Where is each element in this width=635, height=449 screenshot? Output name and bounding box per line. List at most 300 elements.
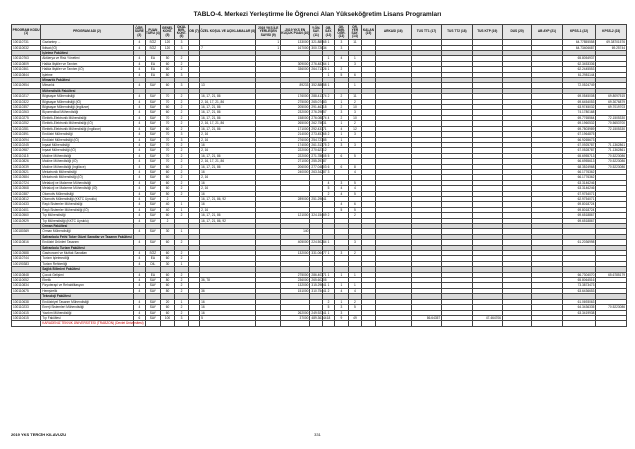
table-cell: SAY bbox=[146, 169, 161, 174]
program-name-cell: Teknoloji Fakültesi bbox=[41, 294, 133, 299]
table-cell: 240000 bbox=[281, 169, 310, 174]
table-cell: 4 bbox=[348, 288, 362, 293]
table-cell: 6 bbox=[322, 164, 334, 169]
program-name-cell: İşletme Fakültesi bbox=[41, 51, 133, 56]
program-code-cell: 100110844 bbox=[12, 72, 41, 77]
column-header: OB (7) bbox=[188, 25, 199, 40]
table-cell: 16, 17, 21, 86 bbox=[200, 110, 256, 115]
table-cell: 4 bbox=[348, 186, 362, 191]
table-cell: 158000 bbox=[281, 115, 310, 120]
program-code-cell: 100110052 bbox=[12, 278, 41, 283]
table-cell: 1 bbox=[322, 251, 334, 256]
program-code-cell: 100110415 bbox=[12, 310, 41, 315]
table-cell: 309000 bbox=[281, 61, 310, 66]
table-cell: 2 bbox=[348, 99, 362, 104]
table-cell: SAY bbox=[146, 218, 161, 223]
program-code-cell: 100110731 bbox=[12, 40, 41, 45]
table-cell: 66.6955613 bbox=[562, 159, 596, 164]
program-code-cell: 100110252 bbox=[12, 121, 41, 126]
page-title: TABLO-4. Merkezi Yerleştirme İle Öğrenci Alan Yükseköğretim Lisans Programları bbox=[193, 11, 442, 18]
table-cell bbox=[472, 321, 502, 326]
program-name-cell: Otomotiv Mühendisliği bbox=[41, 191, 133, 196]
table-cell: SAY bbox=[146, 153, 161, 158]
program-name-cell: Tıp Mühendisliği (KKTC Uyruklu) bbox=[41, 218, 133, 223]
program-name-cell: Metalurji ve Malzeme Mühendisliği (İÖ) bbox=[41, 186, 133, 191]
table-cell: 4 bbox=[133, 153, 145, 158]
program-name-cell: Endüstri Mühendisliği (İÖ) bbox=[41, 137, 133, 142]
table-cell: 73.3873473 bbox=[562, 283, 596, 288]
table-cell: 16 bbox=[200, 142, 256, 147]
program-name-cell: Turizm Rehberliği bbox=[41, 261, 133, 266]
table-cell: SAY bbox=[146, 278, 161, 283]
table-cell: 4 bbox=[133, 121, 145, 126]
table-cell: 69.7765564 bbox=[562, 115, 596, 120]
table-cell: 251.29641 bbox=[311, 196, 327, 201]
table-cell: 70.5223086 bbox=[596, 159, 627, 164]
program-name-cell: Gastronomi ve Mutfak Sanatları bbox=[41, 251, 133, 256]
table-cell: 30 bbox=[160, 229, 175, 234]
program-name-cell: Bilgisayar Mühendisliği (İÖ) bbox=[41, 99, 133, 104]
table-cell: 60 bbox=[160, 186, 175, 191]
table-cell: EA bbox=[146, 256, 161, 261]
table-cell: 2 bbox=[175, 175, 189, 180]
column-header: OKUL BİRİ. KONT. (6) bbox=[176, 24, 187, 39]
table-cell: 16 bbox=[200, 310, 256, 315]
table-cell: 72.0524749 bbox=[562, 83, 596, 88]
table-cell: 60 bbox=[160, 83, 175, 88]
table-cell: 66.7304070 bbox=[562, 272, 596, 277]
program-name-cell: Halkla İlişkiler ve Tanıtım bbox=[41, 61, 133, 66]
program-name-cell: Otomotiv Mühendisliği (KKTC Uyruklu) bbox=[41, 196, 133, 201]
table-cell: 224.50284 bbox=[311, 240, 327, 245]
table-cell: SAY bbox=[146, 196, 161, 201]
table-cell: 70.5223086 bbox=[596, 153, 627, 158]
table-cell: 2 bbox=[160, 218, 175, 223]
program-code-cell: 100110217 bbox=[12, 94, 41, 99]
table-cell: 2 bbox=[175, 169, 189, 174]
table-cell: 321.88565 bbox=[311, 40, 327, 45]
program-code-cell: 100110032 bbox=[12, 45, 41, 50]
table-cell: 4 bbox=[133, 175, 145, 180]
footer-guide-title: 2019 YKS TERCİH KILAVUZU bbox=[11, 432, 67, 437]
table-cell: 1 bbox=[335, 121, 349, 126]
table-cell: 2 bbox=[175, 159, 189, 164]
table-cell: SÖZ bbox=[146, 40, 161, 45]
table-cell: 3 bbox=[348, 142, 362, 147]
program-code-cell: 100110826 bbox=[12, 159, 41, 164]
table-cell: 4 bbox=[133, 310, 145, 315]
table-cell: 2 bbox=[348, 213, 362, 218]
table-cell: 222000 bbox=[281, 148, 310, 153]
program-name-cell: Mühendislik Fakültesi bbox=[41, 88, 133, 93]
table-cell: 60 bbox=[160, 240, 175, 245]
table-cell: 67.0925787 bbox=[562, 142, 596, 147]
table-cell: 4 bbox=[133, 191, 145, 196]
table-cell: 50 bbox=[160, 56, 175, 61]
table-cell: 2 bbox=[175, 153, 189, 158]
program-name-cell: Raylı Sistemler Mühendisliği (İÖ) bbox=[41, 207, 133, 212]
table-cell: 4 bbox=[335, 186, 349, 191]
table-cell: 6 bbox=[335, 164, 349, 169]
table-cell: 315.29641 bbox=[311, 283, 327, 288]
table-cell: 4 bbox=[133, 229, 145, 234]
table-cell: 4 bbox=[133, 164, 145, 169]
table-cell: 276.48764 bbox=[311, 61, 327, 66]
table-cell: 63.3146246 bbox=[562, 180, 596, 185]
table-cell: SAY bbox=[146, 191, 161, 196]
table-cell: 2, 16 bbox=[200, 175, 256, 180]
program-table-wrapper bbox=[11, 24, 627, 327]
program-name-cell: Elektrik-Elektronik Mühendisliği (İÖ) bbox=[41, 121, 133, 126]
table-cell: 4 bbox=[133, 305, 145, 310]
program-code-cell: 100110584 bbox=[12, 175, 41, 180]
program-table bbox=[11, 24, 627, 327]
table-cell: 63.6436653 bbox=[562, 288, 596, 293]
table-cell: 69.8097515 bbox=[596, 94, 627, 99]
table-cell: 20 bbox=[160, 299, 175, 304]
table-cell: 4 bbox=[133, 207, 145, 212]
table-cell: 265000 bbox=[281, 121, 310, 126]
table-cell: 4 bbox=[133, 94, 145, 99]
table-cell: 8 bbox=[348, 164, 362, 169]
table-cell: 60 bbox=[160, 126, 175, 131]
table-cell: 47.464706 bbox=[472, 315, 502, 320]
table-cell: 9 bbox=[335, 315, 349, 320]
table-cell: 275000 bbox=[281, 99, 310, 104]
table-cell: 69.8018724 bbox=[562, 207, 596, 212]
table-cell bbox=[562, 321, 596, 326]
program-code-cell: 100110245 bbox=[12, 142, 41, 147]
table-cell: 65.6785179 bbox=[596, 272, 627, 277]
table-cell: 1 bbox=[322, 56, 334, 61]
table-cell: 65.8054937 bbox=[562, 56, 596, 61]
table-cell: 222000 bbox=[281, 153, 310, 158]
table-cell: 65.8064516 bbox=[562, 278, 596, 283]
table-cell: 2 bbox=[322, 288, 334, 293]
table-cell: SAY bbox=[146, 159, 161, 164]
table-cell: 70 bbox=[160, 94, 175, 99]
program-name-cell: Sağlık Bilimleri Fakültesi bbox=[41, 267, 133, 272]
program-code-cell: 100110638 bbox=[12, 299, 41, 304]
table-cell: 2 bbox=[175, 213, 189, 218]
table-cell: 4 bbox=[133, 299, 145, 304]
table-cell: 66.1776362 bbox=[562, 169, 596, 174]
table-cell: 12 bbox=[348, 126, 362, 131]
program-code-cell: 100110848 bbox=[12, 272, 41, 277]
table-cell: 1 bbox=[322, 272, 334, 277]
table-cell: 69.7019703 bbox=[596, 105, 627, 110]
table-cell: 70 bbox=[160, 132, 175, 137]
table-cell: 2 bbox=[175, 283, 189, 288]
program-code-cell: 100110954 bbox=[12, 83, 41, 88]
table-cell: 2, 16, 17, 21, 86 bbox=[200, 121, 256, 126]
table-cell: 4 bbox=[133, 72, 145, 77]
table-cell: SAY bbox=[146, 175, 161, 180]
table-cell: SAY bbox=[146, 148, 161, 153]
table-cell: 3 bbox=[175, 83, 189, 88]
table-cell: 3 bbox=[335, 40, 349, 45]
table-cell: 3 bbox=[335, 142, 349, 147]
table-cell: 2 bbox=[175, 305, 189, 310]
table-cell: 264.71326 bbox=[311, 67, 327, 72]
program-name-cell: Safranbolu Fethi Toker Güzel Sanatlar ve Tasarım Fakültesi bbox=[42, 234, 132, 239]
table-cell: 1 bbox=[175, 202, 189, 207]
table-cell: 40 bbox=[160, 207, 175, 212]
table-cell: 2 bbox=[175, 272, 189, 277]
table-cell: 63.3419938 bbox=[562, 310, 596, 315]
table-cell: 60 bbox=[160, 169, 175, 174]
table-cell: 4 bbox=[133, 169, 145, 174]
table-cell: 3 bbox=[175, 137, 189, 142]
table-cell: 255.29187 bbox=[311, 159, 327, 164]
table-cell: 4 bbox=[133, 202, 145, 207]
table-cell: 1 bbox=[335, 272, 349, 277]
table-cell: 16 bbox=[200, 299, 256, 304]
program-name-cell: Turizm İşletmeciliği bbox=[41, 256, 133, 261]
table-cell: 60 bbox=[160, 61, 175, 66]
table-cell: 72.1505330 bbox=[596, 115, 627, 120]
table-cell: 2 bbox=[175, 191, 189, 196]
table-cell: 4 bbox=[133, 126, 145, 131]
table-cell: 66.9265673 bbox=[562, 137, 596, 142]
table-cell: 1 bbox=[348, 283, 362, 288]
table-cell: SAY bbox=[146, 94, 161, 99]
table-cell bbox=[188, 321, 199, 326]
program-code-cell: 100110322 bbox=[12, 99, 41, 104]
table-cell: 36 bbox=[200, 288, 256, 293]
program-name-cell: İktisat (İÖ) bbox=[41, 45, 133, 50]
table-cell: 2 bbox=[175, 115, 189, 120]
program-code-cell: 100110809 bbox=[12, 61, 41, 66]
table-cell: 262000 bbox=[281, 310, 310, 315]
table-cell: 254.72385 bbox=[311, 137, 327, 142]
table-cell: 1 bbox=[175, 207, 189, 212]
table-cell: 2 bbox=[322, 299, 334, 304]
program-name-cell: Safranbolu Turizm Fakültesi bbox=[41, 245, 133, 250]
table-cell: SAY bbox=[146, 288, 161, 293]
table-cell: 16, 17, 21, 86 bbox=[200, 94, 256, 99]
table-cell: 4 bbox=[335, 56, 349, 61]
table-cell: 16 bbox=[200, 169, 256, 174]
program-name-cell: Endüstri Ürünleri Tasarımı bbox=[41, 240, 133, 245]
table-cell: 489.36144 bbox=[311, 315, 327, 320]
table-cell bbox=[532, 321, 562, 326]
table-cell: 2 bbox=[175, 310, 189, 315]
table-cell: 276000 bbox=[281, 137, 310, 142]
table-cell bbox=[310, 321, 322, 326]
table-cell: 70 bbox=[160, 137, 175, 142]
table-cell: SAY bbox=[146, 283, 161, 288]
table-cell: 18 bbox=[322, 315, 334, 320]
table-cell: 86.64357 bbox=[411, 315, 441, 320]
table-cell: 2 bbox=[175, 105, 189, 110]
table-cell: 69.6518867 bbox=[562, 213, 596, 218]
table-cell: 69.0545008 bbox=[562, 94, 596, 99]
table-cell bbox=[322, 321, 334, 326]
program-name-cell: Endüstriyel Tasarım Mühendisliği bbox=[41, 299, 133, 304]
program-code-cell: 100110588 bbox=[12, 251, 41, 256]
table-cell: 2 bbox=[335, 94, 349, 99]
program-code-cell: 100190383 bbox=[12, 261, 41, 266]
program-code-cell: 100180369 bbox=[12, 229, 41, 234]
table-cell: 2 bbox=[348, 251, 362, 256]
table-cell: 3 bbox=[348, 132, 362, 137]
table-cell: 132000 bbox=[281, 283, 310, 288]
table-cell: 69.6518867 bbox=[562, 218, 596, 223]
table-cell bbox=[411, 321, 441, 326]
table-cell: 1 bbox=[256, 40, 281, 45]
table-cell: 61.2981144 bbox=[562, 72, 596, 77]
table-cell: 4 bbox=[335, 126, 349, 131]
table-cell: 2 bbox=[175, 240, 189, 245]
table-cell bbox=[160, 321, 175, 326]
table-cell: 62.3453336 bbox=[562, 61, 596, 66]
table-cell: 2 bbox=[175, 67, 189, 72]
table-cell: 2, 16, 17, 21, 86 bbox=[200, 99, 256, 104]
table-cell: 4 bbox=[133, 148, 145, 153]
table-cell: 2 bbox=[175, 110, 189, 115]
table-cell: SAY bbox=[146, 310, 161, 315]
table-cell: 132000 bbox=[281, 251, 310, 256]
table-cell: 69.25744 bbox=[596, 45, 627, 50]
table-cell: 69.6454053 bbox=[562, 99, 596, 104]
table-cell: 69.3076879 bbox=[596, 99, 627, 104]
table-cell: 3 bbox=[348, 61, 362, 66]
table-cell: 2, 16 bbox=[200, 148, 256, 153]
table-cell: 276.08874 bbox=[311, 115, 327, 120]
program-name-cell: Makine Mühendisliği (İngilizce) bbox=[41, 164, 133, 169]
column-header: Y.ÖN. SAY. (11) bbox=[310, 25, 322, 40]
table-cell: 4 bbox=[133, 132, 145, 137]
table-cell: 2 bbox=[335, 105, 349, 110]
table-cell: 2, 16 bbox=[200, 186, 256, 191]
table-cell: 64.73406687 bbox=[562, 45, 596, 50]
table-cell: 1 bbox=[348, 83, 362, 88]
table-cell: DİL bbox=[146, 261, 161, 266]
program-name-cell: İnşaat Mühendisliği bbox=[41, 142, 133, 147]
program-code-cell: 100110744 bbox=[12, 256, 41, 261]
table-cell: SAY bbox=[146, 229, 161, 234]
table-cell: 236000 bbox=[281, 278, 310, 283]
table-cell: 60 bbox=[160, 272, 175, 277]
table-body bbox=[12, 40, 627, 327]
table-cell: 273.45765 bbox=[311, 132, 327, 137]
table-cell: 70 bbox=[160, 99, 175, 104]
table-cell: 300.72634 bbox=[311, 45, 327, 50]
program-code-cell: 100110568 bbox=[12, 186, 41, 191]
column-header: GENEL KONT. (5) bbox=[160, 25, 175, 40]
table-cell: EA bbox=[146, 272, 161, 277]
table-cell: 60 bbox=[160, 180, 175, 185]
program-code-cell: 100110361 bbox=[12, 67, 41, 72]
table-cell: 2 bbox=[175, 121, 189, 126]
table-cell: 61.2036998 bbox=[562, 240, 596, 245]
program-code-cell: 100110834 bbox=[12, 283, 41, 288]
table-cell: 171000 bbox=[281, 126, 310, 131]
column-header: OB. SAY. (12) bbox=[322, 25, 334, 40]
table-cell: 100 bbox=[160, 315, 175, 320]
table-cell: SAY bbox=[146, 240, 161, 245]
program-code-cell: 100110115 bbox=[12, 153, 41, 158]
table-cell: 4 bbox=[133, 142, 145, 147]
program-name-cell: Hemşirelik bbox=[41, 288, 133, 293]
table-cell: 70 bbox=[160, 148, 175, 153]
table-cell bbox=[281, 321, 310, 326]
table-cell bbox=[175, 321, 189, 326]
table-cell: 2 bbox=[175, 164, 189, 169]
table-header-row bbox=[12, 25, 627, 40]
table-cell: 286.40371 bbox=[311, 272, 327, 277]
table-cell: 71.1362861 bbox=[596, 142, 627, 147]
table-cell: 70 bbox=[160, 115, 175, 120]
column-header: ÖĞR. SÜRE (3) bbox=[133, 25, 145, 40]
table-cell: SÖZ bbox=[146, 251, 161, 256]
program-name-cell: Elektrik-Elektronik Mühendisliği (İngilizce) bbox=[41, 126, 133, 131]
table-cell: 16, 17, 21, 86 bbox=[200, 105, 256, 110]
table-cell: 331.06477 bbox=[311, 251, 327, 256]
table-cell: 4 bbox=[133, 256, 145, 261]
table-cell: 261.31375 bbox=[311, 142, 327, 147]
table-cell: 176000 bbox=[281, 94, 310, 99]
table-cell: 271000 bbox=[281, 159, 310, 164]
table-cell: EA bbox=[146, 61, 161, 66]
table-cell: 64.77855558 bbox=[562, 40, 596, 45]
table-cell: 265.60205 bbox=[311, 278, 327, 283]
table-cell: 5 bbox=[348, 207, 362, 212]
table-cell: SAY bbox=[146, 299, 161, 304]
table-cell: 262.75631 bbox=[311, 121, 327, 126]
table-cell: EA bbox=[146, 72, 161, 77]
table-cell: 64.3436335 bbox=[562, 305, 596, 310]
table-cell: 2 bbox=[322, 213, 334, 218]
table-cell: 4 bbox=[335, 202, 349, 207]
table-cell: 5 bbox=[200, 315, 256, 320]
table-cell: 60 bbox=[160, 175, 175, 180]
table-cell: 70 bbox=[160, 159, 175, 164]
table-cell: 3 bbox=[335, 110, 349, 115]
table-cell bbox=[200, 321, 256, 326]
table-cell: SAY bbox=[146, 110, 161, 115]
table-cell: 1 bbox=[322, 72, 334, 77]
table-cell: 4 bbox=[335, 191, 349, 196]
table-cell: EA bbox=[146, 56, 161, 61]
table-cell: 2, 16 bbox=[200, 137, 256, 142]
program-code-cell: 100110675 bbox=[12, 288, 41, 293]
program-code-cell: 100110763 bbox=[12, 56, 41, 61]
table-cell: 4 bbox=[133, 137, 145, 142]
table-cell: 4 bbox=[348, 169, 362, 174]
table-cell: 292.43171 bbox=[311, 126, 327, 131]
table-cell: 4 bbox=[133, 67, 145, 72]
table-cell: 3 bbox=[348, 110, 362, 115]
table-cell: EA bbox=[146, 67, 161, 72]
table-cell: SAY bbox=[146, 105, 161, 110]
program-name-cell: Halkla İlişkiler ve Tanıtım (İÖ) bbox=[41, 67, 133, 72]
program-name-cell: Metalurji ve Malzeme Mühendisliği bbox=[41, 180, 133, 185]
program-name-cell: Elektrik-Elektronik Mühendisliği bbox=[41, 115, 133, 120]
table-cell: 1 bbox=[335, 137, 349, 142]
table-cell: 265.07483 bbox=[311, 99, 327, 104]
table-cell: SAY bbox=[146, 99, 161, 104]
table-cell: 60 bbox=[160, 67, 175, 72]
program-code-cell: 100110357 bbox=[12, 105, 41, 110]
table-cell bbox=[348, 321, 362, 326]
program-name-cell: Aktüerya ve Risk Yönetimi bbox=[41, 56, 133, 61]
table-cell: 1 bbox=[175, 229, 189, 234]
table-cell: 69.7803989 bbox=[562, 126, 596, 131]
column-header: AB AYP (21) bbox=[532, 25, 562, 40]
table-cell: 70 bbox=[160, 142, 175, 147]
